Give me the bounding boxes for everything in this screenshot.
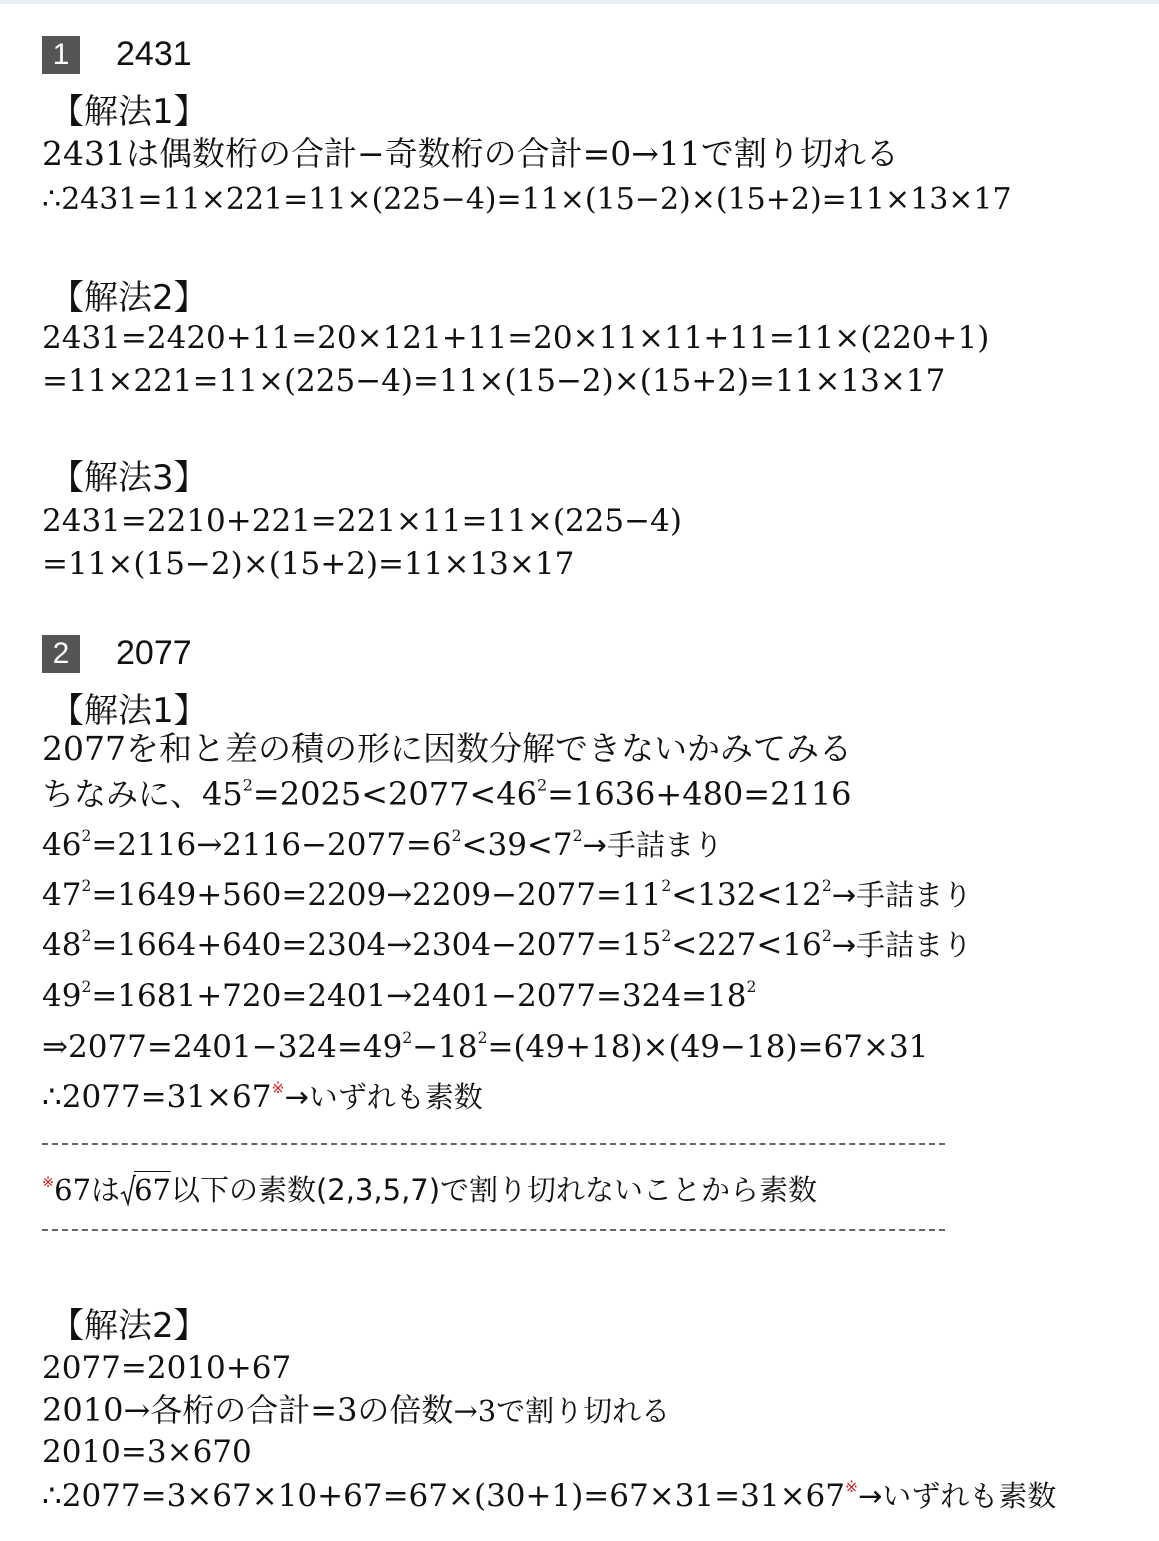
p2-s2-line-4: ∴2077=3×67×10+67=67×(30+1)=67×31=31×67※→いずれも素数 [42,1478,1057,1514]
p2-s1-line-8: ∴2077=31×67※→いずれも素数 [42,1079,483,1115]
problem-2-header [42,634,192,673]
p2-s1-line-1: 2077を和と差の積の形に因数分解できないかみてみる [42,729,852,768]
p2-s1-line-2: ちなみに、$45^2=2025<2077<46^2=1636+480=2116$ [42,775,852,813]
problem-number-badge: 1 [42,36,80,74]
p1-s1-line-1: 2431は偶数桁の合計−奇数桁の合計=0→11で割り切れる [42,134,899,173]
p2-s1-line-7: $\Rightarrow 2077=2401-324=49^2-18^2=(49+18)\times(49-18)=67\times 31$ [42,1029,929,1065]
problem-1-header [42,35,192,74]
p1-solution-3-title: 【解法3】 [50,458,208,498]
footnote-mark: ※ [42,1174,55,1191]
divider-dashed [42,1229,945,1231]
footnote-mark: ※ [845,1478,858,1497]
problem-number-badge: 2 [42,635,80,673]
p2-solution-1-title: 【解法1】 [50,691,208,731]
p1-solution-1-title: 【解法1】 [50,92,208,132]
p2-s1-line-4: $47^2=1649+560=2209\to 2209-2077=11^2<132<12^2\to$手詰まり [42,877,973,913]
square-root: 67 [120,1176,171,1205]
p1-solution-2-title: 【解法2】 [50,278,208,318]
p2-solution-2-title: 【解法2】 [50,1306,208,1346]
divider-dashed [42,1143,945,1145]
p2-footnote: ※67は 67以下の素数(2,3,5,7)で割り切れないことから素数 [42,1173,818,1207]
problem-value: 2431 [116,35,192,73]
p1-s2-line-2: =11×221=11×(225−4)=11×(15−2)×(15+2)=11×13×17 [42,363,946,399]
p2-s2-line-3: 2010=3×670 [42,1434,252,1470]
p2-s1-line-5: $48^2=1664+640=2304\to 2304-2077=15^2<227<16^2\to$手詰まり [42,927,973,963]
p2-s2-line-1: 2077=2010+67 [42,1350,292,1386]
p1-s3-line-1: 2431=2210+221=221×11=11×(225−4) [42,503,682,539]
problem-value: 2077 [116,634,192,672]
p1-s3-line-2: =11×(15−2)×(15+2)=11×13×17 [42,546,575,582]
p2-s1-line-6: $49^2=1681+720=2401\to 2401-2077=324=18^2$ [42,978,757,1014]
top-edge [0,0,1159,4]
p2-s1-line-3: $46^2=2116\to 2116-2077=6^2<39<7^2\to$手詰まり [42,827,723,863]
footnote-mark: ※ [271,1079,285,1098]
p1-s1-line-2: ∴2431=11×221=11×(225−4)=11×(15−2)×(15+2)=11×13×17 [42,182,1012,217]
p1-s2-line-1: 2431=2420+11=20×121+11=20×11×11+11=11×(220+1) [42,320,990,356]
p2-s2-line-2: 2010→各桁の合計=3の倍数→3で割り切れる [42,1391,671,1429]
